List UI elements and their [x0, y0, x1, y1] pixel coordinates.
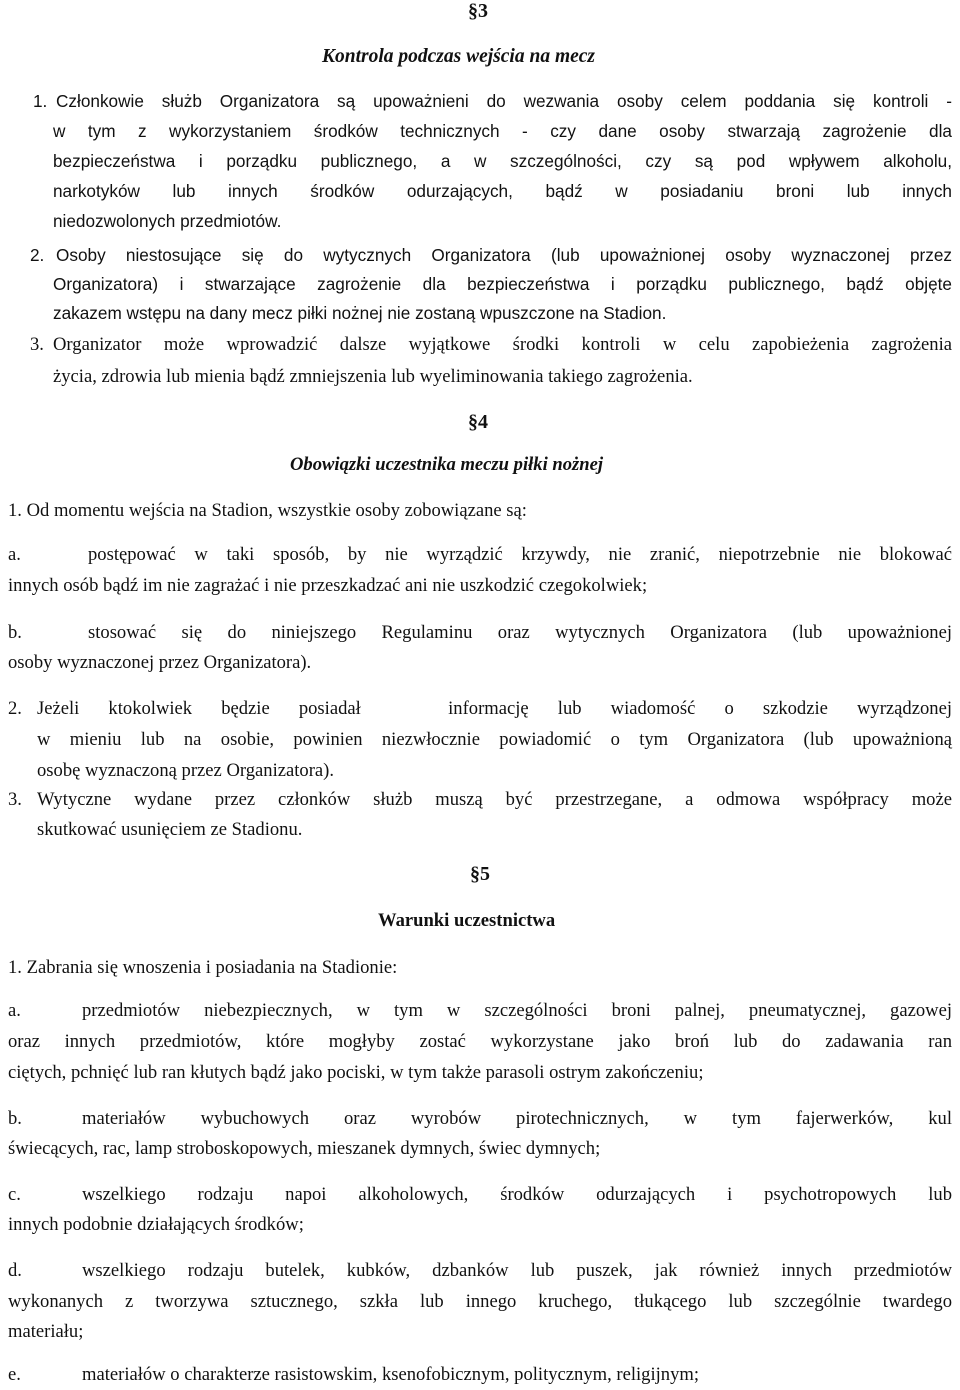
list-item-line: innych osób bądź im nie zagrażać i nie przeszkadzać ani nie uszkodzić czegokolwiek; [8, 575, 648, 596]
list-item-line: wszelkiego rodzaju napoi alkoholowych, środków odurzających i psychotropowych lub [82, 1184, 952, 1205]
list-item-line: wykonanych z tworzywa sztucznego, szkła lub innego kruchego, tłukącego lub szczególnie twardego [8, 1291, 952, 1312]
list-item-line: innych podobnie działających środków; [8, 1214, 304, 1235]
list-item-line: materiałów wybuchowych oraz wyrobów pirotechnicznych, w tym fajerwerków, kul [82, 1108, 952, 1129]
section-4-title: Obowiązki uczestnika meczu piłki nożnej [290, 454, 604, 475]
list-marker: c. [8, 1184, 21, 1205]
paragraph-line: Wytyczne wydane przez członków służb muszą być przestrzegane, a odmowa współpracy może [37, 789, 952, 810]
paragraph-line: w mieniu lub na osobie, powinien niezwłocznie powiadomić o tym Organizatora (lub upoważnioną [37, 729, 952, 750]
paragraph-number: 3. [8, 789, 22, 810]
list-item-line: materiału; [8, 1321, 84, 1342]
list-marker: e. [8, 1364, 21, 1385]
list-item-line: postępować w taki sposób, by nie wyrządzić krzywdy, nie zranić, niepotrzebnie nie blokować [88, 544, 952, 565]
list-item-line: materiałów o charakterze rasistowskim, ksenofobicznym, politycznym, religijnym; [82, 1364, 700, 1385]
paragraph-line: Jeżeli ktokolwiek będzie posiadał informację lub wiadomość o szkodzie wyrządzonej [37, 698, 952, 719]
section-4-intro: 1. Od momentu wejścia na Stadion, wszystkie osoby zobowiązane są: [8, 500, 527, 521]
paragraph-line: osobę wyznaczoną przez Organizatora). [37, 760, 335, 781]
list-marker: a. [8, 1000, 21, 1021]
paragraph-line: zakazem wstępu na dany mecz piłki nożnej nie zostaną wpuszczone na Stadion. [53, 303, 667, 323]
list-marker: b. [8, 1108, 22, 1129]
list-marker: b. [8, 622, 22, 643]
section-3-title: Kontrola podczas wejścia na mecz [322, 46, 596, 67]
paragraph-line: w tym z wykorzystaniem środków technicznych - czy dane osoby stwarzają zagrożenie dla [53, 121, 952, 141]
paragraph-line: Organizatora) i stwarzające zagrożenie dla bezpieczeństwa i porządku publicznego, bądź objęte [53, 274, 952, 294]
paragraph-line: Osoby niestosujące się do wytycznych Organizatora (lub upoważnionej osoby wyznaczonej przez [56, 245, 952, 265]
paragraph-number: 1. [33, 91, 48, 111]
paragraph-number: 2. [30, 245, 45, 265]
list-item-line: wszelkiego rodzaju butelek, kubków, dzbanków lub puszek, jak również innych przedmiotów [82, 1260, 952, 1281]
paragraph-line: Organizator może wprowadzić dalsze wyjątkowe środki kontroli w celu zapobieżenia zagrożenia [53, 334, 952, 355]
paragraph-line: Członkowie służb Organizatora są upoważnieni do wezwania osoby celem poddania się kontroli - [56, 91, 952, 111]
paragraph-line: życia, zdrowia lub mienia bądź zmniejszenia lub wyeliminowania takiego zagrożenia. [53, 366, 693, 387]
section-5-intro: 1. Zabrania się wnoszenia i posiadania na Stadionie: [8, 957, 398, 978]
section-5-number: §5 [470, 863, 490, 885]
list-item-line: ciętych, pchnięć lub ran kłutych bądź jako pociski, w tym także parasoli ostrym zakończeniu; [8, 1062, 704, 1083]
paragraph-number: 2. [8, 698, 22, 719]
list-item-line: stosować się do niniejszego Regulaminu oraz wytycznych Organizatora (lub upoważnionej [88, 622, 952, 643]
list-item-line: osoby wyznaczonej przez Organizatora). [8, 652, 312, 673]
list-marker: d. [8, 1260, 22, 1281]
section-5-title: Warunki uczestnictwa [378, 910, 556, 931]
paragraph-line: skutkować usunięciem ze Stadionu. [37, 819, 303, 840]
section-4-number: §4 [468, 411, 488, 433]
section-3-number: §3 [468, 0, 488, 22]
list-item-line: świecących, rac, lamp stroboskopowych, mieszanek dymnych, świec dymnych; [8, 1138, 601, 1159]
paragraph-line: bezpieczeństwa i porządku publicznego, a w szczególności, czy są pod wpływem alkoholu, [53, 151, 952, 171]
list-item-line: oraz innych przedmiotów, które mogłyby zostać wykorzystane jako broń lub do zadawania ran [8, 1031, 952, 1052]
paragraph-line: narkotyków lub innych środków odurzających, bądź w posiadaniu broni lub innych [53, 181, 952, 201]
list-marker: a. [8, 544, 21, 565]
paragraph-number: 3. [30, 334, 44, 355]
paragraph-line: niedozwolonych przedmiotów. [53, 211, 282, 231]
list-item-line: przedmiotów niebezpiecznych, w tym w szczególności broni palnej, pneumatycznej, gazowej [82, 1000, 952, 1021]
